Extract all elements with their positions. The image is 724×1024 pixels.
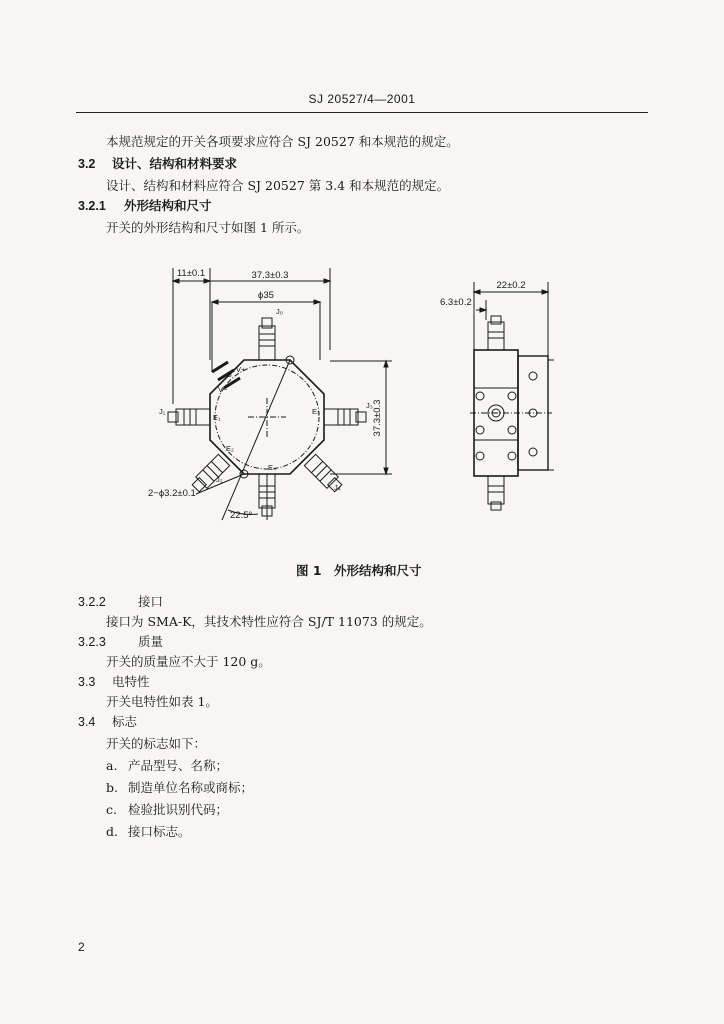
section-title-3-2: 设计、结构和材料要求 bbox=[112, 156, 238, 171]
list-item-label: d. bbox=[106, 824, 118, 839]
list-item-text: 制造单位名称或商标； bbox=[128, 780, 254, 795]
section-body-3-4: 开关的标志如下： bbox=[106, 736, 207, 751]
list-item-label: c. bbox=[106, 802, 117, 817]
terminal-label-vplus: V+ bbox=[236, 365, 246, 374]
section-number-3-2-1: 3.2.1 bbox=[78, 199, 106, 213]
section-number-3-4: 3.4 bbox=[78, 715, 96, 729]
list-item-text: 检验批识别代码； bbox=[128, 802, 229, 817]
port-label-j2: J₂ bbox=[216, 475, 223, 484]
section-body-3-2-3: 开关的质量应不大于 120 g。 bbox=[106, 654, 271, 669]
dim-left-offset: 11±0.1 bbox=[176, 268, 206, 279]
running-header: SJ 20527/4—2001 bbox=[308, 92, 416, 106]
terminal-label-vminus: V− bbox=[218, 385, 228, 394]
terminal-label-e2: E₂ bbox=[226, 444, 234, 453]
page-number: 2 bbox=[78, 940, 85, 954]
terminal-label-e4: E₄ bbox=[268, 463, 277, 472]
dim-connector: 6.3±0.2 bbox=[440, 297, 472, 308]
list-item-label: a. bbox=[106, 758, 118, 773]
dim-depth: 22±0.2 bbox=[496, 280, 526, 291]
figure-caption: 图 1 外形结构和尺寸 bbox=[296, 563, 422, 578]
section-body-3-2-1: 开关的外形结构和尺寸如图 1 所示。 bbox=[106, 220, 310, 235]
section-title-3-2-3: 质量 bbox=[138, 634, 164, 649]
port-label-j4: J₄ bbox=[334, 483, 341, 492]
terminal-label-g: G bbox=[226, 370, 232, 379]
dim-angle: 22.5° bbox=[230, 510, 253, 521]
list-item-text: 产品型号、名称； bbox=[128, 758, 229, 773]
dim-diameter: ϕ35 bbox=[258, 290, 274, 301]
terminal-label-e3: E₃ bbox=[312, 407, 321, 416]
section-body-3-2: 设计、结构和材料应符合 SJ 20527 第 3.4 和本规范的规定。 bbox=[106, 178, 450, 193]
section-number-3-2: 3.2 bbox=[78, 157, 96, 171]
list-item-text: 接口标志。 bbox=[128, 824, 191, 839]
section-title-3-4: 标志 bbox=[112, 714, 138, 729]
intro-paragraph: 本规范规定的开关各项要求应符合 SJ 20527 和本规范的规定。 bbox=[106, 134, 459, 149]
section-number-3-2-2: 3.2.2 bbox=[78, 595, 106, 609]
section-title-3-2-2: 接口 bbox=[138, 594, 164, 609]
section-number-3-3: 3.3 bbox=[78, 675, 96, 689]
dim-height: 37.3±0.3 bbox=[372, 399, 383, 437]
port-label-j0: J₀ bbox=[276, 307, 283, 316]
section-title-3-2-1: 外形结构和尺寸 bbox=[124, 198, 212, 213]
section-title-3-3: 电特性 bbox=[112, 674, 150, 689]
section-number-3-2-3: 3.2.3 bbox=[78, 635, 106, 649]
port-label-j1: J₁ bbox=[159, 407, 166, 416]
dim-width: 37.3±0.3 bbox=[251, 270, 289, 281]
section-body-3-2-2: 接口为 SMA-K，其技术特性应符合 SJ/T 11073 的规定。 bbox=[106, 614, 432, 629]
terminal-label-e1: E₁ bbox=[213, 413, 221, 422]
list-item-label: b. bbox=[106, 780, 118, 795]
dim-holes: 2−ϕ3.2±0.1 bbox=[148, 488, 196, 499]
section-body-3-3: 开关电特性如表 1。 bbox=[106, 694, 218, 709]
port-label-j3: J₃ bbox=[366, 401, 373, 410]
